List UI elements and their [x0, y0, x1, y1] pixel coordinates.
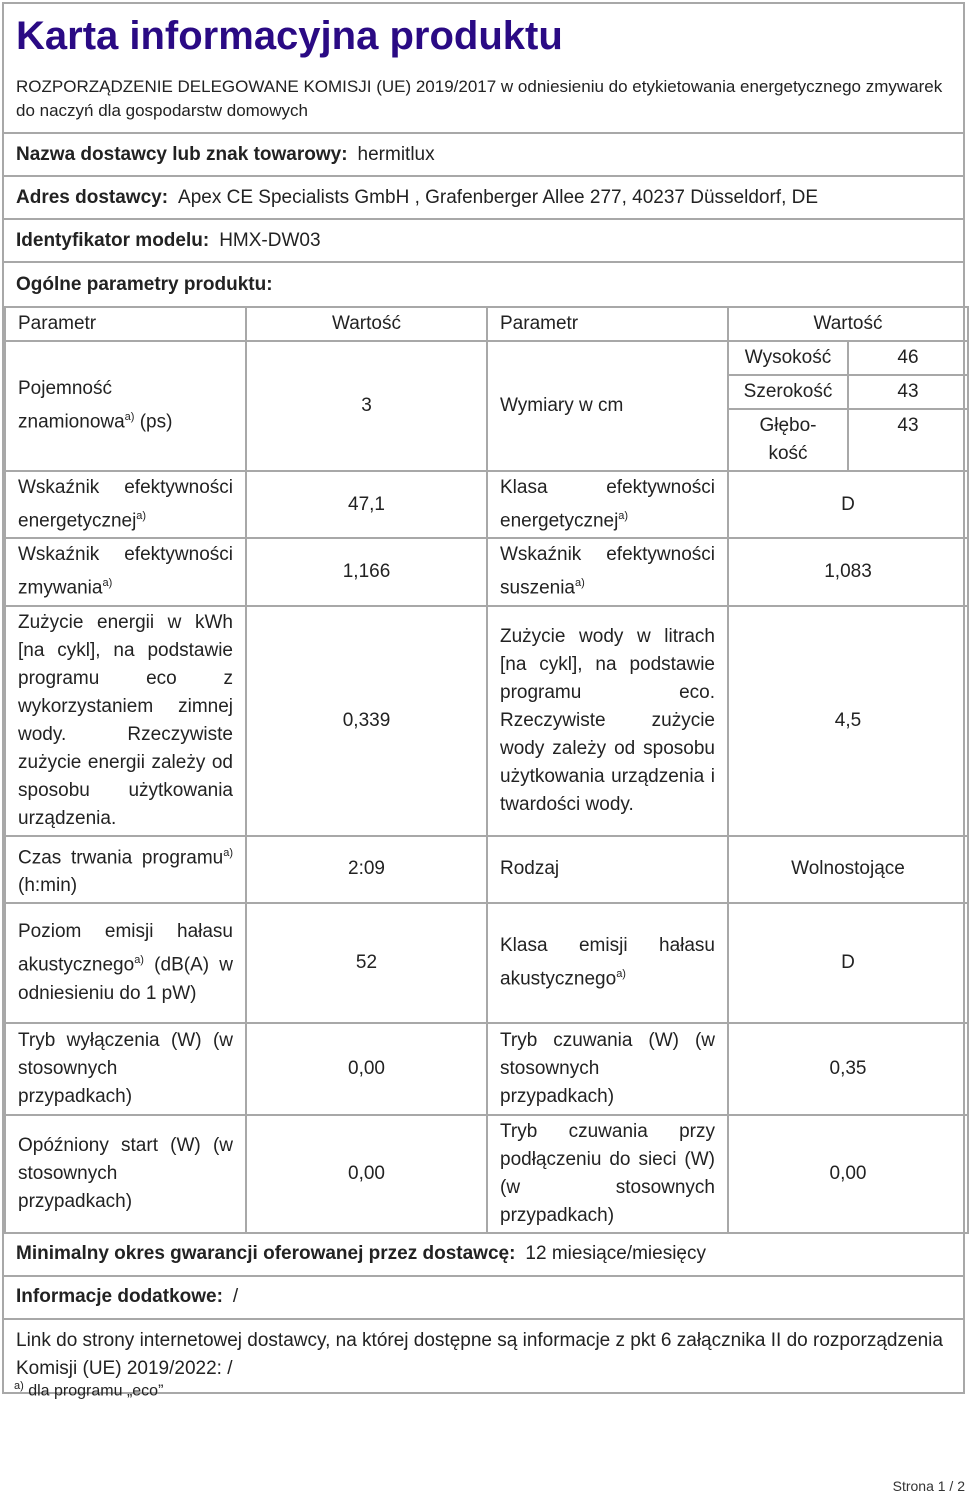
table-header: [5, 307, 968, 341]
extra-info-row: [4, 1277, 963, 1320]
parameters-table: [4, 306, 969, 1234]
regulation-text: ROZPORZĄDZENIE DELEGOWANE KOMISJI (UE) 2019/2017 w odniesieniu do etykietowania energetycznego zmywarek do naczyń dla gospodarstw domowych: [4, 68, 963, 134]
param-cell: Tryb wyłączenia (W) (w stosownych przypadkach): [5, 1023, 246, 1115]
table-row: [5, 341, 968, 471]
value: 12 miesiące/miesięcy: [525, 1243, 706, 1265]
param-cell: Klasa efektywności energetycznej$^{a)}$: [487, 471, 728, 538]
param-cell: Poziom emisji hałasu akustycznego$^{a)}$ (dB(A) w odniesieniu do 1 pW): [5, 903, 246, 1023]
param-cell: Rodzaj: [487, 836, 728, 903]
supplier-row: [4, 134, 963, 177]
value: /: [232, 1286, 239, 1308]
value-cell: 2:09: [246, 836, 487, 903]
value: hermitlux: [357, 143, 435, 165]
param-cell: Wskaźnik efektywności suszenia$^{a)}$: [487, 538, 728, 605]
dim-value: 46: [848, 342, 967, 375]
param-cell: Czas trwania programu$^{a)}$ (h:min): [5, 836, 246, 903]
dim-label: Wysokość: [729, 342, 848, 375]
footnote: $^{a)}$ dla programu „eco”: [14, 1380, 164, 1400]
general-row: [4, 263, 963, 306]
label: Adres dostawcy:: [16, 186, 169, 208]
label: Informacje dodatkowe:: [16, 1286, 223, 1308]
value-cell: 0,339: [246, 606, 487, 836]
value-cell: D: [728, 903, 968, 1023]
param-cell: Klasa emisji hałasu akustycznego$^{a)}$: [487, 903, 728, 1023]
param-cell: Zużycie wody w litrach [na cykl], na podstawie programu eco. Rzeczywiste zużycie wody zależy od sposobu użytkowania urządzenia i twardości wody.: [487, 606, 728, 836]
param-cell: Wskaźnik efektywności energetycznej$^{a)}$: [5, 471, 246, 538]
label: Identyfikator modelu:: [16, 229, 210, 251]
value-cell: 0,35: [728, 1023, 968, 1115]
value-cell: D: [728, 471, 968, 538]
header-cell: Parametr: [487, 307, 728, 341]
value-cell: 4,5: [728, 606, 968, 836]
label: Nazwa dostawcy lub znak towarowy:: [16, 143, 348, 165]
value-cell: 3: [246, 341, 487, 471]
value-cell: 0,00: [728, 1115, 968, 1233]
value-cell: 1,083: [728, 538, 968, 605]
label: Ogólne parametry produktu:: [16, 273, 273, 295]
table-row: [5, 903, 968, 1023]
value-cell: Wolnostojące: [728, 836, 968, 903]
param-cell: Tryb czuwania (W) (w stosownych przypadkach): [487, 1023, 728, 1115]
table-row: [5, 1115, 968, 1233]
param-cell: Zużycie energii w kWh [na cykl], na podstawie programu eco z wykorzystaniem zimnej wody. Rzeczywiste zużycie energii zależy od sposobu użytkowania urządzenia.: [5, 606, 246, 836]
param-cell: Wymiary w cm: [487, 341, 728, 471]
dim-value: 43: [848, 375, 967, 409]
table-row: [5, 471, 968, 538]
header-cell: Parametr: [5, 307, 246, 341]
param-cell: Wskaźnik efektywności zmywania$^{a)}$: [5, 538, 246, 605]
param-cell: Pojemność znamionowa$^{a)}$ (ps): [5, 341, 246, 471]
address-row: [4, 177, 963, 220]
dim-label: Głębo-kość: [729, 409, 848, 470]
value-cell: 1,166: [246, 538, 487, 605]
value: HMX-DW03: [219, 229, 321, 251]
header-cell: Wartość: [728, 307, 968, 341]
table-row: [5, 538, 968, 605]
table-row: [5, 836, 968, 903]
header-cell: Wartość: [246, 307, 487, 341]
table-row: [5, 606, 968, 836]
model-row: [4, 220, 963, 263]
value: Apex CE Specialists GmbH , Grafenberger Allee 277, 40237 Düsseldorf, DE: [178, 186, 819, 208]
value-cell: 0,00: [246, 1023, 487, 1115]
warranty-row: [4, 1234, 963, 1277]
dim-value: 43: [897, 415, 919, 436]
label: Minimalny okres gwarancji oferowanej przez dostawcę:: [16, 1243, 516, 1265]
param-cell: Opóźniony start (W) (w stosownych przypadkach): [5, 1115, 246, 1233]
dim-label: Szerokość: [729, 375, 848, 409]
param-cell: Tryb czuwania przy podłączeniu do sieci (W) (w stosownych przypadkach): [487, 1115, 728, 1233]
supplier-link-text: Link do strony internetowej dostawcy, na której dostępne są informacje z pkt 6 załącznika II do rozporządzenia Komisji (UE) 2019/2022: /: [16, 1329, 943, 1379]
product-sheet: [2, 2, 965, 1394]
page-number: Strona 1 / 2: [892, 1478, 965, 1494]
dimensions-cell: [728, 341, 968, 471]
value-cell: 47,1: [246, 471, 487, 538]
value-cell: 0,00: [246, 1115, 487, 1233]
value-cell: 52: [246, 903, 487, 1023]
table-row: [5, 1023, 968, 1115]
page-title: Karta informacyjna produktu: [16, 13, 563, 58]
